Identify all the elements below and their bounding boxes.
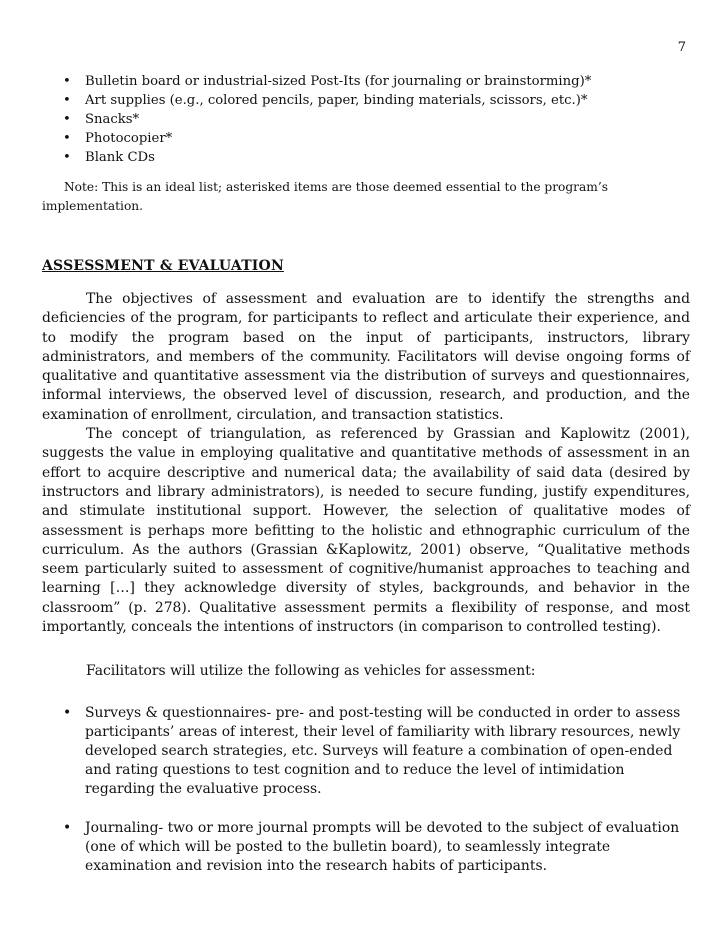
list-item-text: Photocopier* — [85, 131, 173, 146]
vehicles-intro: Facilitators will utilize the following as vehicles for assessment: — [86, 663, 536, 679]
section-heading: ASSESSMENT & EVALUATION — [42, 258, 284, 274]
list-item-text: Blank CDs — [85, 150, 155, 165]
list-item — [42, 819, 682, 876]
bullet-icon: • — [63, 131, 71, 146]
list-item-text: Surveys & questionnaires- pre- and post-testing will be conducted in order to assess participants’ areas of interest, their level of familiarity with library resources, newly developed search strategies, etc. Surveys will feature a combination of open-ended and rating questions to test cognition and to reduce the level of intimidation regarding the evaluative process. — [85, 705, 681, 797]
paragraph: The concept of triangulation, as referenced by Grassian and Kaplowitz (2001), suggests the value in employing qualitative and quantitative methods of assessment in an effort to acquire descriptive and numerical data; the availability of said data (desired by instructors and library administrators), is needed to secure funding, justify expenditures, and stimulate institutional support. However, the selection of qualitative modes of assessment is perhaps more befitting to the holistic and ethnographic curriculum of the curriculum. As the authors (Grassian &Kaplowitz, 2001) observe, “Qualitative methods seem particularly suited to assessment of cognitive/humanist approaches to teaching and learning […] they acknowledge diversity of styles, backgrounds, and behavior in the classroom” (p. 278). Qualitative assessment permits a flexibility of response, and most importantly, conceals the intentions of instructors (in comparison to controlled testing). — [42, 426, 690, 636]
section-body — [42, 290, 690, 637]
bullet-icon: • — [63, 705, 72, 721]
list-item — [42, 129, 682, 148]
list-item — [42, 110, 682, 129]
list-item — [42, 72, 682, 91]
list-item-text: Journaling- two or more journal prompts will be devoted to the subject of evaluation (one of which will be posted to the bulletin board), to seamlessly integrate examination and revision into the research habits of participants. — [85, 820, 680, 874]
list-item-text: Snacks* — [85, 112, 140, 127]
paragraph: The objectives of assessment and evaluation are to identify the strengths and deficiencies of the program, for participants to reflect and articulate their experience, and to modify the program based on the input of participants, instructors, library administrators, and members of the community. Facilitators will devise ongoing forms of qualitative and quantitative assessment via the distribution of surveys and questionnaires, informal interviews, the observed level of discussion, research, and production, and the examination of enrollment, circulation, and transaction statistics. — [42, 291, 690, 423]
page-number: 7 — [677, 40, 686, 55]
list-item — [42, 91, 682, 110]
list-item — [42, 148, 682, 167]
list-item-text: Bulletin board or industrial-sized Post-Its (for journaling or brainstorming)* — [85, 74, 592, 89]
bullet-icon: • — [63, 112, 71, 127]
list-item — [42, 704, 682, 799]
bullet-icon: • — [63, 93, 71, 108]
vehicles-list — [42, 704, 682, 896]
supplies-list — [42, 72, 682, 167]
bullet-icon: • — [63, 74, 71, 89]
list-item-text: Art supplies (e.g., colored pencils, paper, binding materials, scissors, etc.)* — [85, 93, 588, 108]
bullet-icon: • — [63, 820, 72, 836]
supplies-note: Note: This is an ideal list; asterisked items are those deemed essential to the program’s implementation. — [42, 180, 608, 213]
bullet-icon: • — [63, 150, 71, 165]
